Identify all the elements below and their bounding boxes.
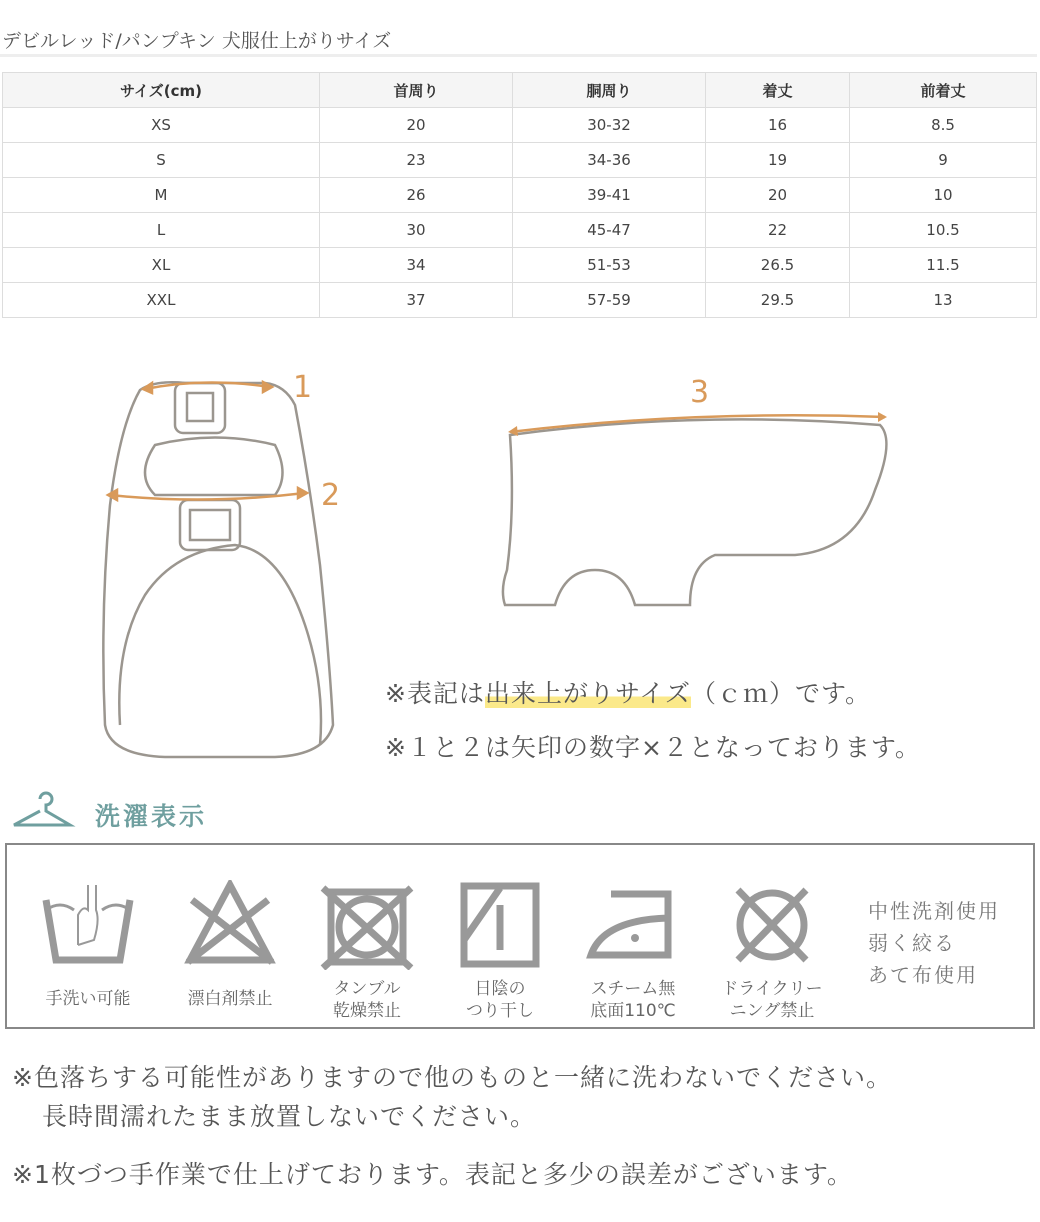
label-line: 底面110℃ (590, 1001, 676, 1021)
wash-symbol (175, 880, 285, 1010)
size-note-2: ※１と２は矢印の数字×２となっております。 (385, 733, 921, 762)
table-cell: 22 (706, 213, 850, 248)
wash-symbol-label (445, 978, 555, 1022)
table-cell: L (3, 213, 320, 248)
table-row (3, 213, 1037, 248)
footer-note-2: 長時間濡れたまま放置しないでください。 (42, 1102, 537, 1131)
table-cell: 20 (706, 178, 850, 213)
wash-symbol-label (33, 988, 143, 1010)
label-line: スチーム無 (590, 979, 676, 999)
header-chest: 胴周り (513, 73, 706, 108)
front-view-diagram (95, 365, 355, 765)
title-divider (0, 54, 1037, 57)
table-cell: 39-41 (513, 178, 706, 213)
table-header-row (3, 73, 1037, 108)
label-line: 漂白剤禁止 (187, 989, 273, 1009)
neck-tab (175, 383, 225, 433)
table-row (3, 178, 1037, 213)
table-cell: XS (3, 108, 320, 143)
care-line: あて布使用 (868, 963, 978, 987)
table-cell: 23 (320, 143, 513, 178)
table-cell: 16 (706, 108, 850, 143)
size-note-1 (385, 674, 871, 710)
table-row (3, 108, 1037, 143)
table-cell: 30 (320, 213, 513, 248)
care-line: 中性洗剤使用 (868, 899, 1000, 923)
washing-title: 洗濯表示 (95, 802, 208, 831)
shade-hang-dry-icon (450, 880, 550, 970)
label-line: ドライクリー (721, 979, 823, 999)
table-cell: 29.5 (706, 283, 850, 318)
note-suffix: （ｃｍ）です。 (690, 679, 871, 708)
table-cell: XXL (3, 283, 320, 318)
footer-note-1: ※色落ちする可能性がありますので他のものと一緒に洗わないでください。 (12, 1063, 892, 1092)
table-cell: 45-47 (513, 213, 706, 248)
table-cell: 57-59 (513, 283, 706, 318)
label-2: 2 (321, 478, 341, 513)
table-cell: 10 (850, 178, 1037, 213)
table-row (3, 143, 1037, 178)
care-instructions (868, 895, 1000, 991)
label-line: タンブル (333, 979, 401, 999)
note-highlight: 出来上がりサイズ (484, 679, 691, 708)
label-line: ニング禁止 (729, 1001, 815, 1021)
no-bleach-icon (180, 880, 280, 970)
garment-side-outline (503, 419, 887, 605)
label-line: 手洗い可能 (45, 989, 131, 1009)
wash-symbol (717, 880, 827, 1022)
iron-low-icon (583, 880, 683, 970)
table-cell: 9 (850, 143, 1037, 178)
table-row (3, 248, 1037, 283)
wash-symbol-label (717, 978, 827, 1022)
label-3: 3 (690, 375, 710, 410)
wash-symbol (312, 880, 422, 1022)
wash-symbol-label (312, 978, 422, 1022)
header-size: サイズ(cm) (3, 73, 320, 108)
table-cell: S (3, 143, 320, 178)
table-cell: 8.5 (850, 108, 1037, 143)
table-cell: M (3, 178, 320, 213)
no-tumble-dry-icon (317, 880, 417, 970)
wash-symbol (33, 880, 143, 1010)
header-front-length: 前着丈 (850, 73, 1037, 108)
wash-symbol (578, 880, 688, 1022)
footer-note-3: ※1枚づつ手作業で仕上げております。表記と多少の誤差がございます。 (12, 1160, 853, 1189)
table-cell: 37 (320, 283, 513, 318)
label-line: つり干し (466, 1001, 534, 1021)
wash-symbol-label (175, 988, 285, 1010)
table-cell: 11.5 (850, 248, 1037, 283)
leg-hole (145, 438, 283, 496)
wash-symbol-label (578, 978, 688, 1022)
header-neck: 首周り (320, 73, 513, 108)
note-prefix: ※表記は (385, 679, 485, 708)
header-length: 着丈 (706, 73, 850, 108)
table-cell: XL (3, 248, 320, 283)
no-dry-clean-icon (722, 880, 822, 970)
label-line: 乾燥禁止 (333, 1001, 401, 1021)
wash-symbol (445, 880, 555, 1022)
table-cell: 51-53 (513, 248, 706, 283)
hanger-icon (10, 785, 76, 835)
side-view-diagram (495, 370, 905, 620)
body-panel (119, 545, 321, 745)
table-cell: 13 (850, 283, 1037, 318)
label-line: 日陰の (474, 979, 526, 999)
care-line: 弱く絞る (868, 931, 956, 955)
table-cell: 34-36 (513, 143, 706, 178)
table-cell: 10.5 (850, 213, 1037, 248)
page-title: デビルレッド/パンプキン 犬服仕上がりサイズ (2, 30, 392, 52)
table-cell: 20 (320, 108, 513, 143)
table-cell: 19 (706, 143, 850, 178)
size-table (2, 72, 1037, 318)
label-1: 1 (293, 370, 313, 405)
hand-wash-icon (38, 880, 138, 970)
table-cell: 30-32 (513, 108, 706, 143)
table-cell: 34 (320, 248, 513, 283)
table-row (3, 283, 1037, 318)
table-cell: 26.5 (706, 248, 850, 283)
table-cell: 26 (320, 178, 513, 213)
